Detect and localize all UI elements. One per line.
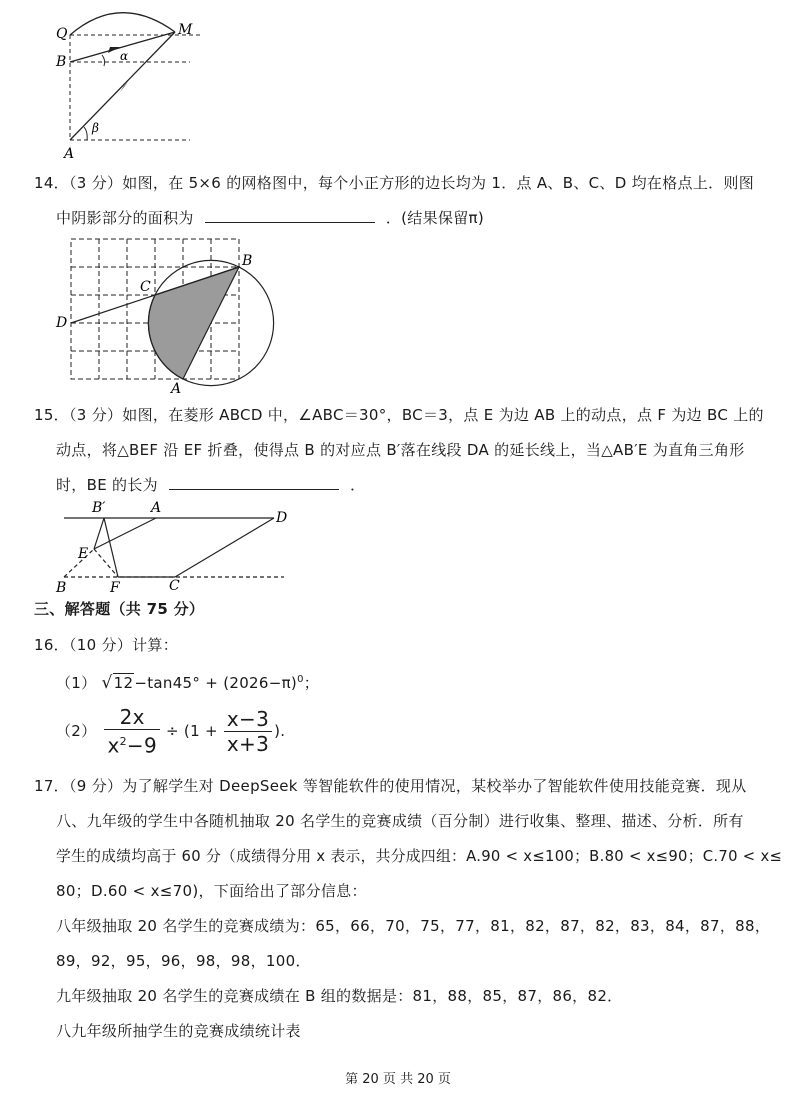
q15-line3 <box>56 475 365 495</box>
q14-line2-pre: 中阴影部分的面积为 <box>56 209 194 227</box>
label-B: B <box>56 580 67 596</box>
figure-q15 <box>48 496 298 596</box>
fraction-2-denominator: x+3 <box>224 731 272 756</box>
q16-p2-end: ). <box>274 722 286 740</box>
den-base: x <box>107 733 120 758</box>
q16-p1-label: （1） <box>56 674 97 692</box>
fraction-1-numerator: 2x <box>119 704 145 729</box>
q16-p1-radicand: 12 <box>113 674 134 692</box>
fraction-1 <box>104 705 160 758</box>
label-B: B <box>242 253 253 269</box>
q16-p1-end: ； <box>303 674 320 692</box>
q16-p1-exp: 0 <box>297 674 304 685</box>
label-M: M <box>178 22 193 38</box>
q15-line3-pre: 时，BE 的长为 <box>56 476 158 494</box>
q16-part1 <box>56 670 319 693</box>
sqrt-sign: √ <box>101 673 113 693</box>
label-beta: β <box>92 121 99 135</box>
q15-line2: 动点，将△BEF 沿 EF 折叠，使得点 B 的对应点 B′落在线段 DA 的延长线上，当△AB′E 为直角三角形 <box>56 441 745 459</box>
q16-part2 <box>56 705 285 757</box>
section-heading: 三、解答题（共 75 分） <box>34 600 205 618</box>
q17-line6: 89，92，95，96，98，98，100． <box>56 952 311 970</box>
q17-line3: 学生的成绩均高于 60 分（成绩得分用 x 表示，共分成四组：A.90 < x≤100；B.80 < x≤90；C.70 < x≤ <box>56 847 783 865</box>
label-Q: Q <box>56 26 68 42</box>
q17-line2: 八、九年级的学生中各随机抽取 20 名学生的竞赛成绩（百分制）进行收集、整理、描述、分析．所有 <box>56 812 744 830</box>
q14-line2 <box>56 208 484 228</box>
figure-q13 <box>40 10 210 160</box>
q17-line8: 八九年级所抽学生的竞赛成绩统计表 <box>56 1022 301 1040</box>
label-D: D <box>276 510 288 526</box>
label-E: E <box>78 546 89 562</box>
q16-p1-rest: −tan45° + (2026−π) <box>134 674 298 692</box>
q17-line4: 80；D.60 < x≤70)，下面给出了部分信息： <box>56 882 367 900</box>
label-D: D <box>56 315 68 331</box>
q17-line7: 九年级抽取 20 名学生的竞赛成绩在 B 组的数据是：81，88，85，87，86，82． <box>56 987 623 1005</box>
q16-p2-label: （2） <box>56 722 97 740</box>
q16-p2-mid: ÷ (1 + <box>166 722 218 740</box>
page-footer: 第 20 页 共 20 页 <box>345 1072 451 1087</box>
label-C: C <box>140 279 151 295</box>
q15-line1: 15．（3 分）如图，在菱形 ABCD 中，∠ABC＝30°，BC＝3，点 E 为边 AB 上的动点，点 F 为边 BC 上的 <box>34 406 764 424</box>
q17-line1: 17．（9 分）为了解学生对 DeepSeek 等智能软件的使用情况，某校举办了智能软件使用技能竞赛．现从 <box>34 777 747 795</box>
q14-line1: 14．（3 分）如图，在 5×6 的网格图中，每个小正方形的边长均为 1．点 A、B、C、D 均在格点上．则图 <box>34 174 755 192</box>
fraction-2-numerator: x−3 <box>226 706 270 731</box>
label-C: C <box>169 578 180 594</box>
figure-q14 <box>52 233 292 398</box>
q17-line5: 八年级抽取 20 名学生的竞赛成绩为：65，66，70，75，77，81，82，87，82，83，84，87，88， <box>56 917 771 935</box>
label-alpha: α <box>120 49 129 63</box>
q15-answer-blank <box>169 475 339 490</box>
q16-title: 16．（10 分）计算： <box>34 636 179 654</box>
fraction-2 <box>224 707 272 756</box>
q15-line3-post: ． <box>350 476 366 494</box>
label-A: A <box>171 381 182 397</box>
q14-line2-post: ．(结果保留π) <box>385 209 484 227</box>
label-A: A <box>151 500 162 516</box>
den-rest: −9 <box>126 733 157 758</box>
label-F: F <box>110 580 120 596</box>
label-A: A <box>64 146 75 160</box>
fraction-1-denominator <box>104 729 160 758</box>
label-B: B <box>56 54 67 70</box>
label-Bprime: B′ <box>92 500 106 516</box>
q14-answer-blank <box>205 208 375 223</box>
den-exp: 2 <box>119 734 127 748</box>
